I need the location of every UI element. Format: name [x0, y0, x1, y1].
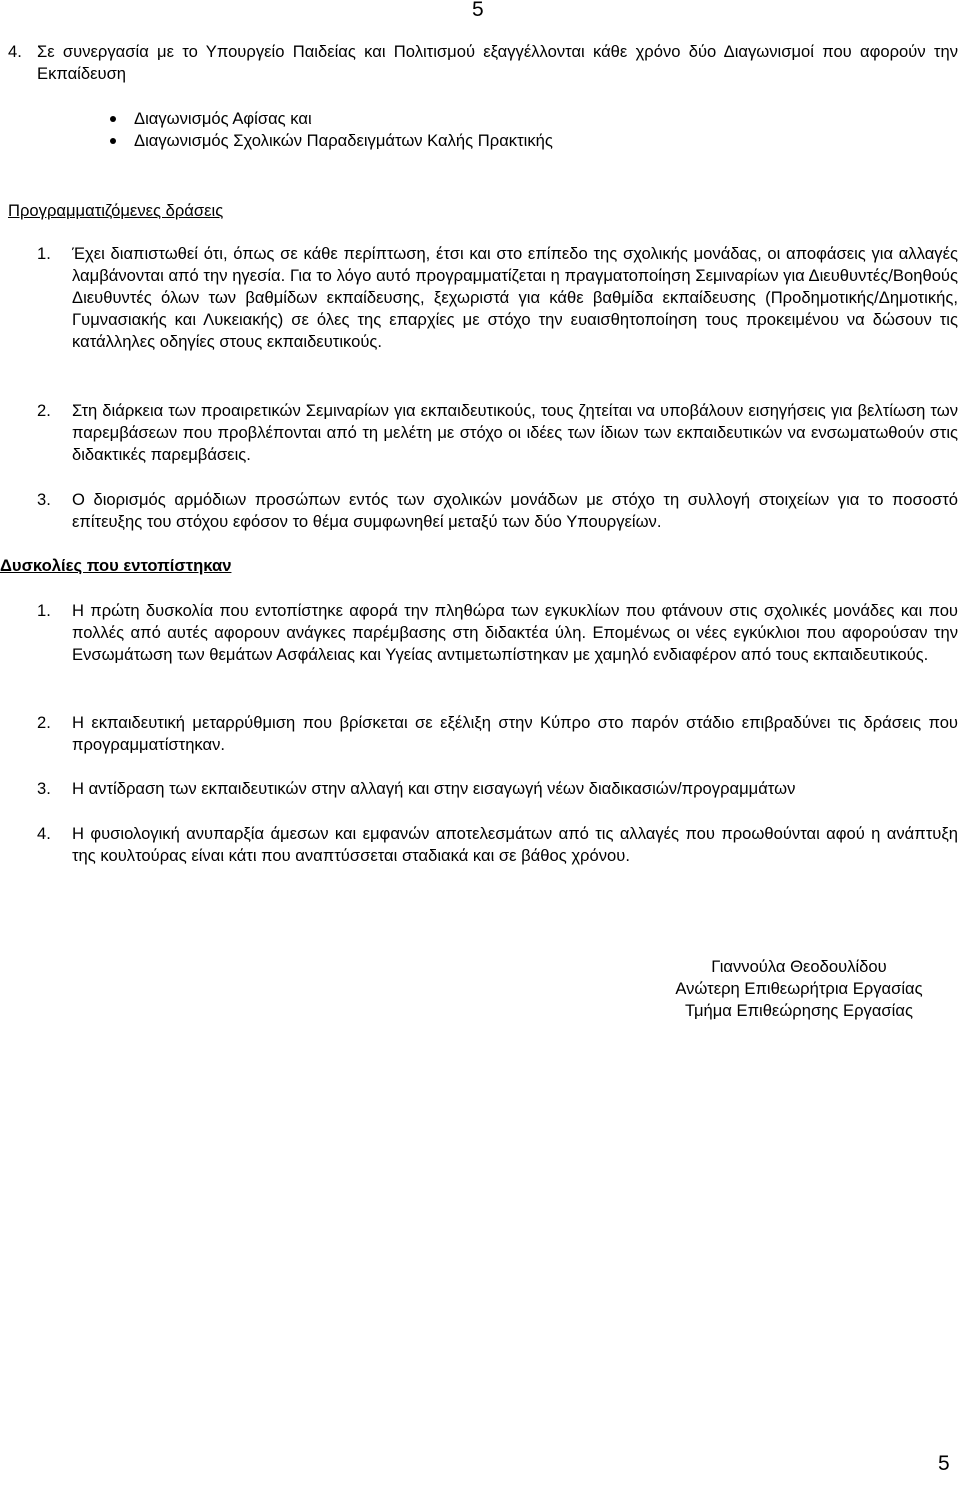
signatory-name: Γιαννούλα Θεοδουλίδου	[711, 957, 887, 976]
item-number: 2.	[37, 401, 51, 420]
page-number-bottom: 5	[938, 1452, 950, 1475]
difficulty-item-2	[0, 712, 958, 756]
item-number: 3.	[37, 490, 51, 509]
item-text: Στη διάρκεια των προαιρετικών Σεμιναρίων για εκπαιδευτικούς, τους ζητείται να υποβάλουν εισηγήσεις για βελτίωση των παρεμβάσεων που προβλέπονται από τη μελέτη με στόχο οι ιδέες των ίδιων των εκπαιδευτικών να ενσωματωθούν στις διδακτικές παρεμβάσεις.	[72, 401, 958, 464]
intro-text: Σε συνεργασία με το Υπουργείο Παιδείας και Πολιτισμού εξαγγέλλονται κάθε χρόνο δύο Διαγωνισμοί που αφορούν την Εκπαίδευση	[37, 42, 958, 83]
list-item	[110, 108, 553, 130]
item-text: Έχει διαπιστωθεί ότι, όπως σε κάθε περίπτωση, έτσι και στο επίπεδο της σχολικής μονάδας, οι αποφάσεις για αλλαγές λαμβάνονται από την ηγεσία. Για το λόγο αυτό προγραμματίζεται η πραγματοποίηση Σεμιναρίων για Διευθυντές/Βοηθούς Διευθυντές όλων των βαθμίδων εκπαίδευσης, ξεχωριστά για κάθε βαθμίδα εκπαίδευσης (Προδημοτικής/Δημοτικής, Γυμνασιακής και Λυκειακής) σε όλες της επαρχίες με στόχο την ευαισθητοποίηση τους προκειμένου να δώσουν τις κατάλληλες οδηγίες στους εκπαιδευτικούς.	[72, 244, 958, 351]
item-text: Η εκπαιδευτική μεταρρύθμιση που βρίσκεται σε εξέλιξη στην Κύπρο στο παρόν στάδιο επιβραδύνει τις δράσεις που προγραμματίστηκαν.	[72, 713, 958, 754]
list-item-label: Διαγωνισμός Σχολικών Παραδειγμάτων Καλής Πρακτικής	[134, 131, 553, 150]
difficulty-item-4	[0, 823, 958, 867]
competition-list	[110, 108, 553, 152]
difficulty-item-1	[0, 600, 958, 666]
bullet-icon	[110, 116, 116, 122]
item-number: 4.	[37, 824, 51, 843]
signature-block	[640, 956, 958, 1022]
item-text: Η αντίδραση των εκπαιδευτικών στην αλλαγή και στην εισαγωγή νέων διαδικασιών/προγραμμάτων	[72, 779, 796, 798]
list-item-label: Διαγωνισμός Αφίσας και	[134, 109, 312, 128]
planned-item-3	[0, 489, 958, 533]
signatory-department: Τμήμα Επιθεώρησης Εργασίας	[685, 1001, 913, 1020]
page-number-top: 5	[472, 0, 484, 21]
item-text: Ο διορισμός αρμόδιων προσώπων εντός των σχολικών μονάδων με στόχο τη συλλογή στοιχείων για το ποσοστό επίτευξης του στόχου εφόσον το θέμα συμφωνηθεί μεταξύ των δύο Υπουργείων.	[72, 490, 958, 531]
item-text: Η πρώτη δυσκολία που εντοπίστηκε αφορά την πληθώρα των εγκυκλίων που φτάνουν στις σχολικές μονάδες και που πολλές από αυτές αφορουν ανάγκες παρέμβασης στη διδακτέα ύλη. Επομένως οι νέες εγκύκλιοι που αφορούσαν την Ενσωμάτωση των θεμάτων Ασφάλειας και Υγείας αντιμετωπίστηκαν με χαμηλό ενδιαφέρον από τους εκπαιδευτικούς.	[72, 601, 958, 664]
planned-item-1	[0, 243, 958, 353]
signatory-title: Ανώτερη Επιθεωρήτρια Εργασίας	[675, 979, 923, 998]
intro-number: 4.	[8, 42, 22, 61]
planned-actions-heading: Προγραμματιζόμενες δράσεις	[8, 201, 224, 220]
list-item	[110, 130, 553, 152]
item-number: 1.	[37, 601, 51, 620]
item-number: 2.	[37, 713, 51, 732]
difficulty-item-3	[0, 778, 958, 800]
intro-paragraph	[0, 41, 958, 85]
difficulties-heading: Δυσκολίες που εντοπίστηκαν	[0, 556, 232, 575]
bullet-icon	[110, 138, 116, 144]
item-number: 3.	[37, 779, 51, 798]
item-number: 1.	[37, 244, 51, 263]
planned-item-2	[0, 400, 958, 466]
item-text: Η φυσιολογική ανυπαρξία άμεσων και εμφανών αποτελεσμάτων από τις αλλαγές που προωθούνται αφού η ανάπτυξη της κουλτούρας είναι κάτι που αναπτύσσεται σταδιακά και σε βάθος χρόνου.	[72, 824, 958, 865]
